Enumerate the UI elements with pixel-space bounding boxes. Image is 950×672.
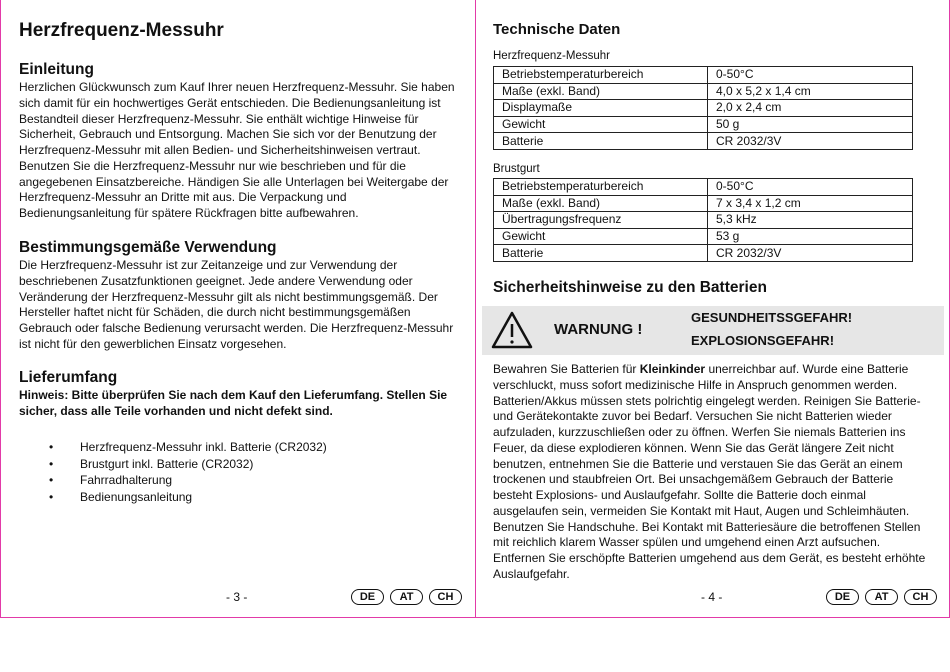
table-row: Gewicht 53 g	[494, 228, 913, 245]
table-caption-chest-strap: Brustgurt	[493, 163, 540, 175]
battery-safety-heading: Sicherheitshinweise zu den Batterien	[493, 279, 767, 296]
bullet-dot: •	[49, 473, 54, 487]
list-item: • Fahrradhalterung	[49, 473, 173, 487]
table-row: Batterie CR 2032/3V	[494, 133, 913, 150]
table-row: Maße (exkl. Band) 7 x 3,4 x 1,2 cm	[494, 195, 913, 212]
intro-text: Herzlichen Glückwunsch zum Kauf Ihrer neuen Herzfrequenz-Messuhr. Sie haben sich damit für ein hochwertiges Gerät entschieden. Die Bedienungsanleitung ist Bestandteil dieser Herzfrequenz-Messuhr. Sie enthält wichtige Hinweise für Sicherheit, Gebrauch und Entsorgung. Machen Sie sich vor der Benutzung der Herzfrequenz-Messuhr mit allen Bedien- und Sicherheitshinweisen vertraut. Benutzen Sie die Herzfrequenz-Messuhr nur wie beschrieben und für die angegebenen Einsatzbereiche. Händigen Sie alle Unterlagen bei Weitergabe der Herzfrequenz-Messuhr an Dritte mit aus. Die Verpackung und Bedienungsanleitung für spätere Rückfragen bitte aufbewahren.	[19, 80, 455, 220]
list-item: • Bedienungsanleitung	[49, 489, 193, 504]
warning-explosion-hazard: EXPLOSIONSGEFAHR!	[691, 333, 835, 348]
left-page	[0, 0, 475, 617]
page-border-bottom	[0, 617, 950, 618]
warning-label: WARNUNG !	[554, 321, 643, 338]
list-item: • Brustgurt inkl. Batterie (CR2032)	[49, 456, 254, 471]
country-badge-ch: CH	[429, 589, 462, 605]
page-number: - 4 -	[701, 590, 723, 604]
table-caption-watch: Herzfrequenz-Messuhr	[493, 50, 610, 62]
bullet-dot: •	[49, 440, 54, 454]
bullet-dot: •	[49, 489, 54, 504]
country-badge-at: AT	[390, 589, 423, 605]
emphasis-kleinkinder: Kleinkinder	[639, 362, 706, 376]
intro-heading: Einleitung	[19, 61, 94, 78]
right-page	[476, 0, 950, 617]
country-badge-de: DE	[351, 589, 384, 605]
table-row: Gewicht 50 g	[494, 116, 913, 133]
table-row: Betriebstemperaturbereich 0-50°C	[494, 67, 913, 84]
warning-triangle-icon	[490, 310, 534, 350]
page-number: - 3 -	[226, 590, 248, 604]
tech-heading: Technische Daten	[493, 21, 621, 38]
table-row: Maße (exkl. Band) 4,0 x 5,2 x 1,4 cm	[494, 83, 913, 100]
spec-table-watch	[493, 66, 913, 150]
battery-safety-text: Bewahren Sie Batterien für Kleinkinder unerreichbar auf. Wurde eine Batterie verschluckt, muss sofort medizinische Hilfe in Anspruch genommen werden. Batterien/Akkus müssen stets polrichtig eingelegt werden. Reinigen Sie Batterie- und Gerätekontakte zuvor bei Bedarf. Versuchen Sie nicht Batterien wieder aufzuladen, kurzzuschließen oder zu öffnen. Werfen Sie niemals Batterien ins Feuer, da diese explodieren können. Wenn Sie das Gerät längere Zeit nicht benutzen, entnehmen Sie die Batterie und verstauen Sie das Gerät an einem trockenen und staubfreien Ort. Bei unsachgemäßem Gebrauch der Batterie besteht Explosions- und Auslaufgefahr. Sollte die Batterie doch einmal ausgelaufen sein, vermeiden Sie Kontakt mit Haut, Augen und Schleimhäuten. Benutzen Sie Handschuhe. Bei Kontakt mit Batteriesäure die betroffenen Stellen mit reichlich klarem Wasser spülen und umgehend einen Arzt aufsuchen. Entfernen Sie erschöpfte Batterien umgehend aus dem Gerät, es besteht erhöhte Auslaufgefahr.	[493, 362, 926, 581]
warning-box	[482, 306, 944, 355]
contents-note: Hinweis: Bitte überprüfen Sie nach dem Kauf den Lieferumfang. Stellen Sie sicher, dass alle Teile vorhanden und nicht defekt sind.	[19, 388, 448, 418]
country-badges	[351, 589, 462, 605]
bullet-dot: •	[49, 456, 54, 471]
table-row: Übertragungsfrequenz 5,3 kHz	[494, 212, 913, 229]
document-title: Herzfrequenz-Messuhr	[19, 20, 224, 41]
list-item: • Herzfrequenz-Messuhr inkl. Batterie (CR2032)	[49, 440, 327, 454]
table-row: Displaymaße 2,0 x 2,4 cm	[494, 100, 913, 117]
contents-heading: Lieferumfang	[19, 369, 118, 386]
spec-table-chest-strap	[493, 178, 913, 262]
country-badge-at: AT	[865, 589, 898, 605]
contents-list	[49, 439, 327, 505]
country-badge-de: DE	[826, 589, 859, 605]
table-row: Betriebstemperaturbereich 0-50°C	[494, 179, 913, 196]
table-row: Batterie CR 2032/3V	[494, 245, 913, 262]
usage-text: Die Herzfrequenz-Messuhr ist zur Zeitanzeige und zur Verwendung der beschriebenen Zusatzfunktionen geeignet. Jede andere Verwendung oder Veränderung der Herzfrequenz-Messuhr gilt als nicht bestimmungsgemäß. Der Hersteller haftet nicht für Schäden, die durch nicht bestimmungsgemäßen Gebrauch oder falsche Bedienung verursacht werden. Die Herzfrequenz-Messuhr ist nicht für den gewerblichen Einsatz vorgesehen.	[19, 258, 454, 351]
country-badge-ch: CH	[904, 589, 937, 605]
warning-health-hazard: GESUNDHEITSSGEFAHR!	[691, 310, 853, 325]
country-badges	[826, 589, 937, 605]
usage-heading: Bestimmungsgemäße Verwendung	[19, 239, 277, 256]
